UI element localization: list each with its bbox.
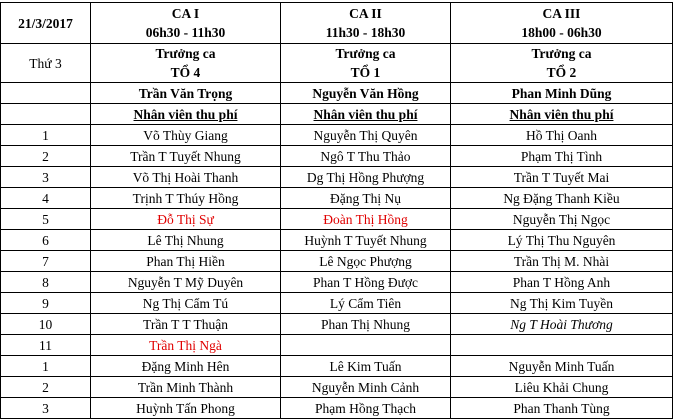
shift-3-staff: Ng Đặng Thanh Kiều (451, 188, 673, 209)
shift-1-name: CA I (171, 6, 200, 21)
day-of-week: Thứ 3 (1, 44, 91, 83)
shift-3-staff-italic: Ng T Hoài Thương (451, 314, 673, 335)
shift-2-staff: Phan T Hồng Được (281, 272, 451, 293)
shift-1-lead-name: Trần Văn Trọng (91, 83, 281, 104)
shift-2-staff: Lê Kim Tuấn (281, 356, 451, 377)
shift-2-lead-title (281, 44, 451, 83)
shift-1-staff: Võ Thùy Giang (91, 125, 281, 146)
shift-3-staff: Phan Thanh Tùng (451, 398, 673, 419)
lead-title: Trưởng ca (155, 46, 216, 61)
shift-2-staff: Ngô T Thu Thảo (281, 146, 451, 167)
row-number: 2 (1, 377, 91, 398)
row-number: 2 (1, 146, 91, 167)
shift-2-staff: Dg Thị Hồng Phượng (281, 167, 451, 188)
row-number: 1 (1, 125, 91, 146)
table-row (1, 146, 673, 167)
shift-3-staff: Nguyễn Thị Ngọc (451, 209, 673, 230)
lead-name-row (1, 83, 673, 104)
shift-2-staff: Phạm Hồng Thạch (281, 398, 451, 419)
table-row (1, 377, 673, 398)
lead-title: Trưởng ca (335, 46, 396, 61)
team-label: TỔ 2 (546, 65, 577, 80)
table-row (1, 272, 673, 293)
shift-2-staff-highlighted: Đoàn Thị Hồng (281, 209, 451, 230)
row-number: 4 (1, 188, 91, 209)
shift-1-staff: Trần T Tuyết Nhung (91, 146, 281, 167)
shift-2-staff: Phan Thị Nhung (281, 314, 451, 335)
row-number: 10 (1, 314, 91, 335)
role-row (1, 104, 673, 125)
shift-2-name: CA II (349, 6, 382, 21)
shift-1-staff: Trịnh T Thúy Hồng (91, 188, 281, 209)
shift-3-staff: Trần Thị M. Nhài (451, 251, 673, 272)
shift-3-name: CA III (542, 6, 581, 21)
roster-date: 21/3/2017 (1, 3, 91, 44)
shift-3-staff (451, 335, 673, 356)
shift-2-staff: Nguyễn Minh Cảnh (281, 377, 451, 398)
table-row (1, 314, 673, 335)
shift-3-staff: Trần T Tuyết Mai (451, 167, 673, 188)
table-row (1, 356, 673, 377)
table-row (1, 209, 673, 230)
shift-2-header (281, 3, 451, 44)
row-number: 3 (1, 167, 91, 188)
shift-3-staff: Nguyễn Minh Tuấn (451, 356, 673, 377)
table-row (1, 251, 673, 272)
shift-3-lead-title (451, 44, 673, 83)
shift-1-staff: Huỳnh Tấn Phong (91, 398, 281, 419)
table-row (1, 125, 673, 146)
team-label: TỔ 4 (170, 65, 201, 80)
shift-1-staff: Trần Minh Thành (91, 377, 281, 398)
shift-1-staff: Phan Thị Hiền (91, 251, 281, 272)
shift-1-time: 06h30 - 11h30 (145, 25, 226, 40)
shift-1-staff: Ng Thị Cẩm Tú (91, 293, 281, 314)
shift-2-lead-name: Nguyễn Văn Hồng (281, 83, 451, 104)
empty-cell (1, 104, 91, 125)
row-number: 9 (1, 293, 91, 314)
row-number: 5 (1, 209, 91, 230)
shift-3-staff: Lý Thị Thu Nguyên (451, 230, 673, 251)
lead-title: Trưởng ca (531, 46, 592, 61)
team-lead-row (1, 44, 673, 83)
shift-3-time: 18h00 - 06h30 (521, 25, 602, 40)
shift-3-staff: Phan T Hồng Anh (451, 272, 673, 293)
shift-2-staff: Lê Ngọc Phượng (281, 251, 451, 272)
shift-roster-table (0, 2, 673, 419)
row-number: 8 (1, 272, 91, 293)
shift-2-staff: Nguyễn Thị Quyên (281, 125, 451, 146)
shift-3-staff: Hồ Thị Oanh (451, 125, 673, 146)
shift-2-staff (281, 335, 451, 356)
table-row (1, 293, 673, 314)
shift-3-role-label: Nhân viên thu phí (451, 104, 673, 125)
shift-3-lead-name: Phan Minh Dũng (451, 83, 673, 104)
row-number: 7 (1, 251, 91, 272)
table-row (1, 188, 673, 209)
shift-1-staff: Đặng Minh Hên (91, 356, 281, 377)
shift-2-time: 11h30 - 18h30 (325, 25, 406, 40)
row-number: 3 (1, 398, 91, 419)
table-row (1, 398, 673, 419)
shift-1-staff: Nguyễn T Mỹ Duyên (91, 272, 281, 293)
shift-1-header (91, 3, 281, 44)
row-number: 11 (1, 335, 91, 356)
row-number: 1 (1, 356, 91, 377)
shift-1-staff-highlighted: Trần Thị Ngà (91, 335, 281, 356)
shift-header-row (1, 3, 673, 44)
shift-2-staff: Đặng Thị Nụ (281, 188, 451, 209)
shift-1-staff: Lê Thị Nhung (91, 230, 281, 251)
shift-3-staff: Ng Thị Kim Tuyền (451, 293, 673, 314)
shift-2-staff: Huỳnh T Tuyết Nhung (281, 230, 451, 251)
shift-2-role-label: Nhân viên thu phí (281, 104, 451, 125)
shift-3-staff: Liêu Khải Chung (451, 377, 673, 398)
team-label: TỔ 1 (350, 65, 381, 80)
shift-3-staff: Phạm Thị Tình (451, 146, 673, 167)
shift-3-header (451, 3, 673, 44)
shift-1-staff: Trần T T Thuận (91, 314, 281, 335)
shift-1-staff-highlighted: Đỗ Thị Sự (91, 209, 281, 230)
empty-cell (1, 83, 91, 104)
shift-1-lead-title (91, 44, 281, 83)
table-row (1, 335, 673, 356)
shift-1-staff: Võ Thị Hoài Thanh (91, 167, 281, 188)
table-row (1, 167, 673, 188)
row-number: 6 (1, 230, 91, 251)
shift-1-role-label: Nhân viên thu phí (91, 104, 281, 125)
table-row (1, 230, 673, 251)
shift-2-staff: Lý Cẩm Tiên (281, 293, 451, 314)
